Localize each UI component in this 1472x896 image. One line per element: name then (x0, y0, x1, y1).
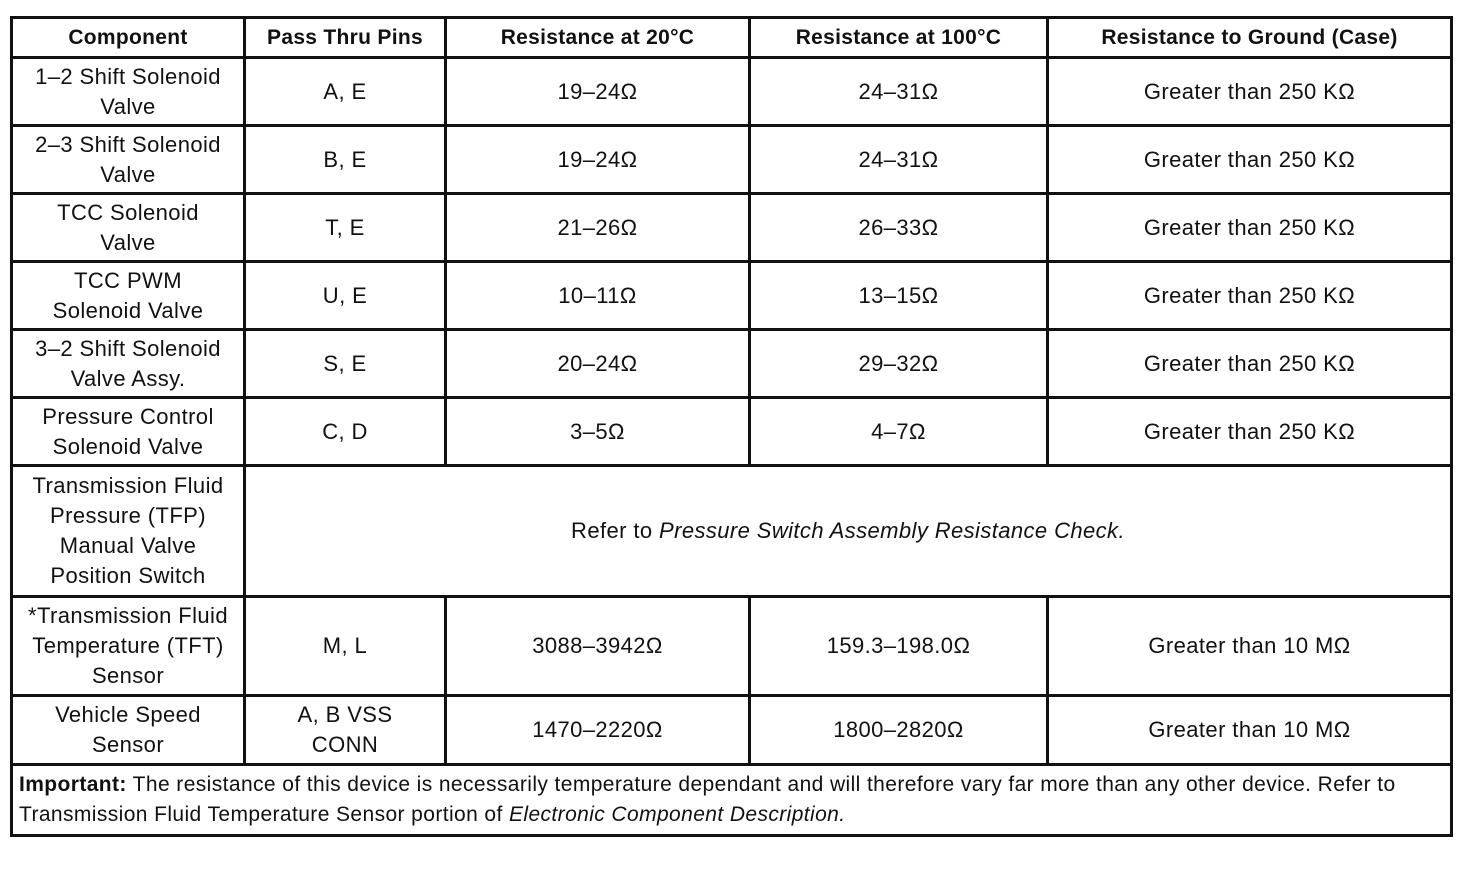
note-row (12, 765, 1452, 836)
header-component: Component (12, 18, 245, 58)
resistance-20c-cell: 1470–2220Ω (446, 696, 750, 765)
resistance-100c-cell: 29–32Ω (750, 330, 1048, 398)
refer-prefix: Refer to (571, 518, 660, 543)
resistance-ground-cell: Greater than 250 KΩ (1048, 126, 1452, 194)
note-italic: Electronic Component Description. (508, 803, 846, 826)
resistance-100c-cell: 1800–2820Ω (750, 696, 1048, 765)
component-line: Position Switch (50, 563, 206, 588)
resistance-ground-cell: Greater than 250 KΩ (1048, 58, 1452, 126)
resistance-100c-cell: 13–15Ω (750, 262, 1048, 330)
component-cell (12, 126, 245, 194)
table-row-tfp (12, 466, 1452, 597)
header-row (12, 18, 1452, 58)
resistance-ground-cell: Greater than 10 MΩ (1048, 597, 1452, 696)
header-resistance-100c: Resistance at 100°C (750, 18, 1048, 58)
resistance-ground-cell: Greater than 250 KΩ (1048, 398, 1452, 466)
resistance-20c-cell: 10–11Ω (446, 262, 750, 330)
component-line: Valve (100, 161, 156, 187)
resistance-spec-table (10, 16, 1453, 837)
component-line: 3–2 Shift Solenoid (35, 335, 221, 361)
component-line: Pressure Control (42, 403, 214, 429)
component-line: Valve Assy. (70, 365, 186, 391)
table-row (12, 330, 1452, 398)
component-line: Solenoid Valve (52, 297, 204, 323)
component-line: Pressure (TFP) (50, 503, 206, 528)
resistance-100c-cell: 24–31Ω (750, 58, 1048, 126)
component-cell (12, 466, 245, 597)
component-line: Temperature (TFT) (32, 633, 224, 658)
resistance-100c-cell: 24–31Ω (750, 126, 1048, 194)
component-cell (12, 330, 245, 398)
component-line: Valve (100, 93, 156, 119)
pins-cell (245, 696, 446, 765)
component-line: Sensor (91, 663, 165, 688)
important-note (12, 765, 1452, 836)
component-line: Vehicle Speed (55, 702, 201, 727)
header-resistance-to-ground: Resistance to Ground (Case) (1048, 18, 1452, 58)
pins-cell: T, E (245, 194, 446, 262)
resistance-20c-cell: 19–24Ω (446, 58, 750, 126)
pins-cell: M, L (245, 597, 446, 696)
table-row (12, 262, 1452, 330)
resistance-100c-cell: 4–7Ω (750, 398, 1048, 466)
component-line: 1–2 Shift Solenoid (35, 63, 221, 89)
resistance-20c-cell: 19–24Ω (446, 126, 750, 194)
resistance-100c-cell: 26–33Ω (750, 194, 1048, 262)
note-text: The resistance of this device is necessarily temperature dependant and will therefore vary far more than any other device. Refer to Transmission Fluid Temperature Sensor portion of (19, 773, 1402, 826)
resistance-ground-cell: Greater than 250 KΩ (1048, 330, 1452, 398)
note-label: Important: (19, 773, 127, 796)
resistance-20c-cell: 3088–3942Ω (446, 597, 750, 696)
component-line: Solenoid Valve (52, 433, 204, 459)
component-line: Manual Valve (59, 533, 197, 558)
resistance-ground-cell: Greater than 250 KΩ (1048, 262, 1452, 330)
pins-cell: A, E (245, 58, 446, 126)
refer-link-text: Pressure Switch Assembly Resistance Check. (659, 518, 1125, 543)
resistance-ground-cell: Greater than 10 MΩ (1048, 696, 1452, 765)
header-pass-thru-pins: Pass Thru Pins (245, 18, 446, 58)
component-line: TCC Solenoid (57, 199, 199, 225)
component-cell (12, 58, 245, 126)
table-row-vss (12, 696, 1452, 765)
component-line: Transmission Fluid (32, 473, 224, 498)
resistance-ground-cell: Greater than 250 KΩ (1048, 194, 1452, 262)
pins-cell: U, E (245, 262, 446, 330)
component-cell (12, 597, 245, 696)
component-cell (12, 696, 245, 765)
table-row (12, 194, 1452, 262)
header-resistance-20c: Resistance at 20°C (446, 18, 750, 58)
pins-cell: C, D (245, 398, 446, 466)
component-line: Sensor (91, 732, 165, 757)
component-cell (12, 262, 245, 330)
component-line: Valve (100, 229, 156, 255)
component-line: *Transmission Fluid (28, 603, 228, 628)
pins-line: A, B VSS (297, 702, 393, 727)
pins-line: CONN (311, 732, 379, 757)
pins-cell: B, E (245, 126, 446, 194)
resistance-100c-cell: 159.3–198.0Ω (750, 597, 1048, 696)
table-row (12, 126, 1452, 194)
refer-cell (245, 466, 1452, 597)
table-row (12, 58, 1452, 126)
table-row (12, 398, 1452, 466)
table-row-tft (12, 597, 1452, 696)
component-cell (12, 194, 245, 262)
resistance-spec-sheet (10, 16, 1450, 874)
component-cell (12, 398, 245, 466)
component-line: TCC PWM (74, 267, 182, 293)
component-line: 2–3 Shift Solenoid (35, 131, 221, 157)
pins-cell: S, E (245, 330, 446, 398)
resistance-20c-cell: 20–24Ω (446, 330, 750, 398)
resistance-20c-cell: 21–26Ω (446, 194, 750, 262)
resistance-20c-cell: 3–5Ω (446, 398, 750, 466)
